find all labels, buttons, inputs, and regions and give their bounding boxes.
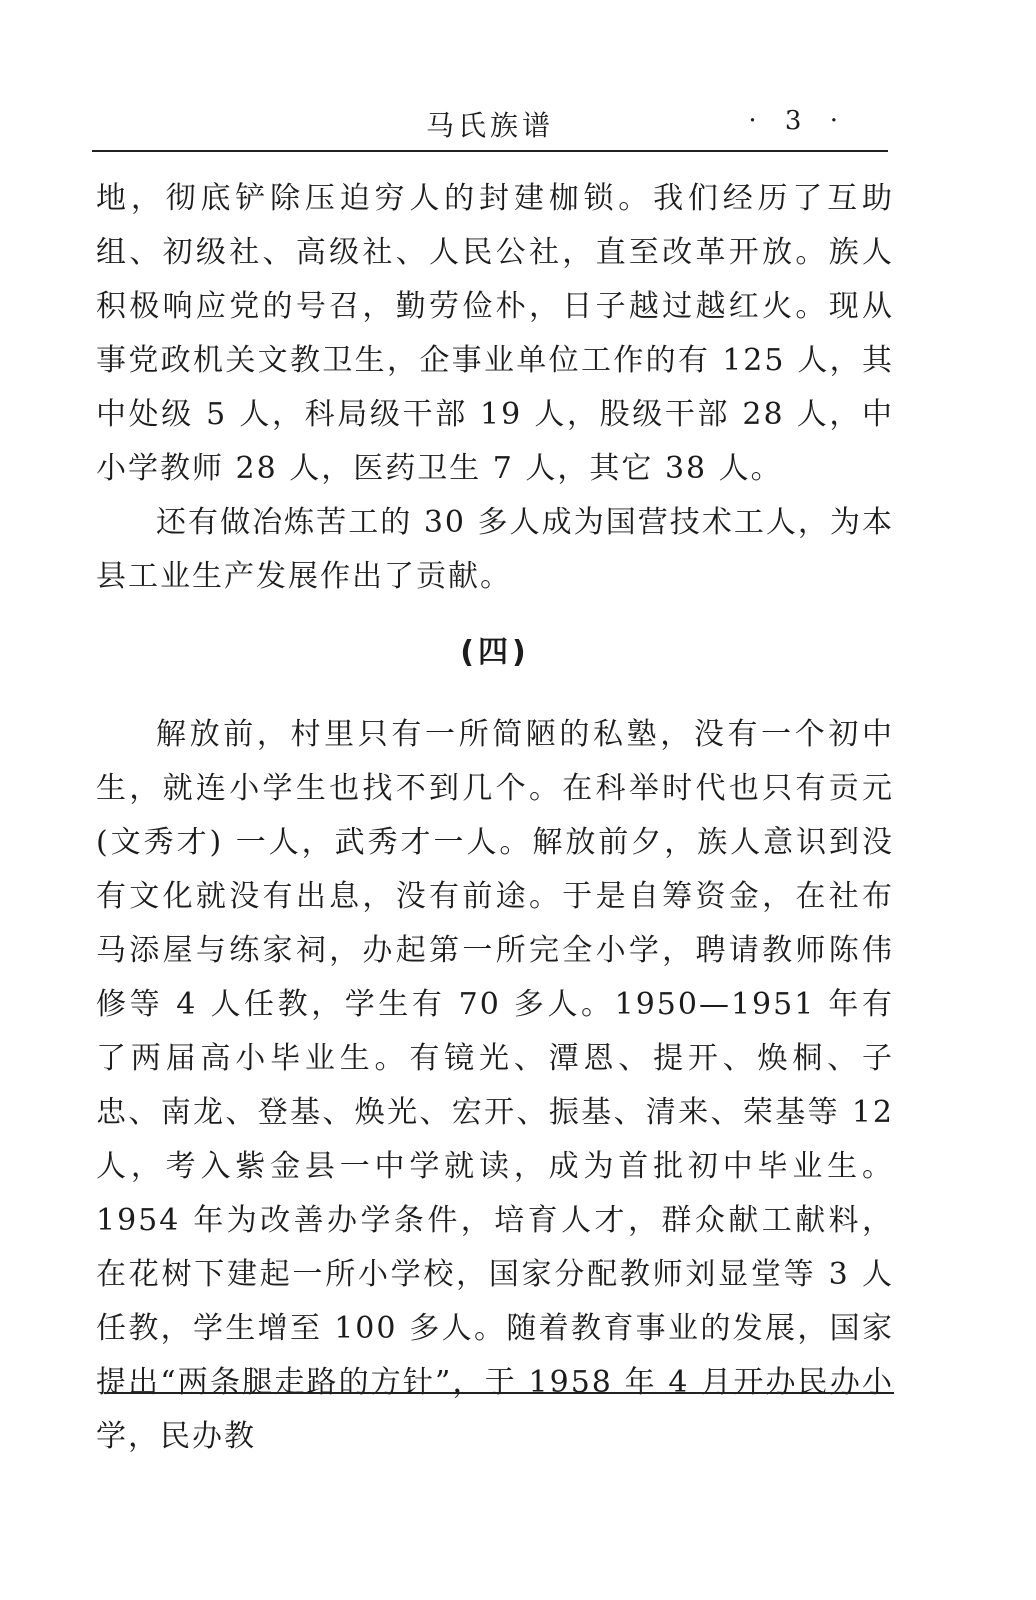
paragraph-continued: 地，彻底铲除压迫穷人的封建枷锁。我们经历了互助组、初级社、高级社、人民公社，直至改革开放。族人积极响应党的号召，勤劳俭朴，日子越过越红火。现从事党政机关文教卫生，企事业单位工作的有 125 人，其中处级 5 人，科局级干部 19 人，股级干部 28 人，中小学教师 28 人，医药卫生 7 人，其它 38 人。 [96,181,894,486]
paragraph-education: 解放前，村里只有一所简陋的私塾，没有一个初中生，就连小学生也找不到几个。在科举时代也只有贡元(文秀才) 一人，武秀才一人。解放前夕，族人意识到没有文化就没有出息，没有前途。于是自筹资金，在社布马添屋与练家祠，办起第一所完全小学，聘请教师陈伟修等 4 人任教，学生有 70 多人。1950—1951 年有了两届高小毕业生。有镜光、潭恩、提开、焕桐、子忠、南龙、登基、焕光、宏开、振基、清来、荣基等 12 人，考入紫金县一中学就读，成为首批初中毕业生。1954 年为改善办学条件，培育人才，群众献工献料，在花树下建起一所小学校，国家分配教师刘显堂等 3 人任教，学生增至 100 多人。随着教育事业的发展，国家提出“两条腿走路的方针”，于 1958 年 4 月开办民办小学，民办教 [96,717,894,1454]
book-title: 马氏族谱 [425,109,554,142]
page-body [96,172,894,1464]
paragraph-workers: 还有做冶炼苦工的 30 多人成为国营技术工人，为本县工业生产发展作出了贡献。 [96,505,894,594]
section-heading: (四) [460,635,530,670]
footer-divider [104,1392,894,1394]
page-number: · 3 · [748,106,848,136]
header-divider [92,150,888,152]
page-header [92,96,888,148]
